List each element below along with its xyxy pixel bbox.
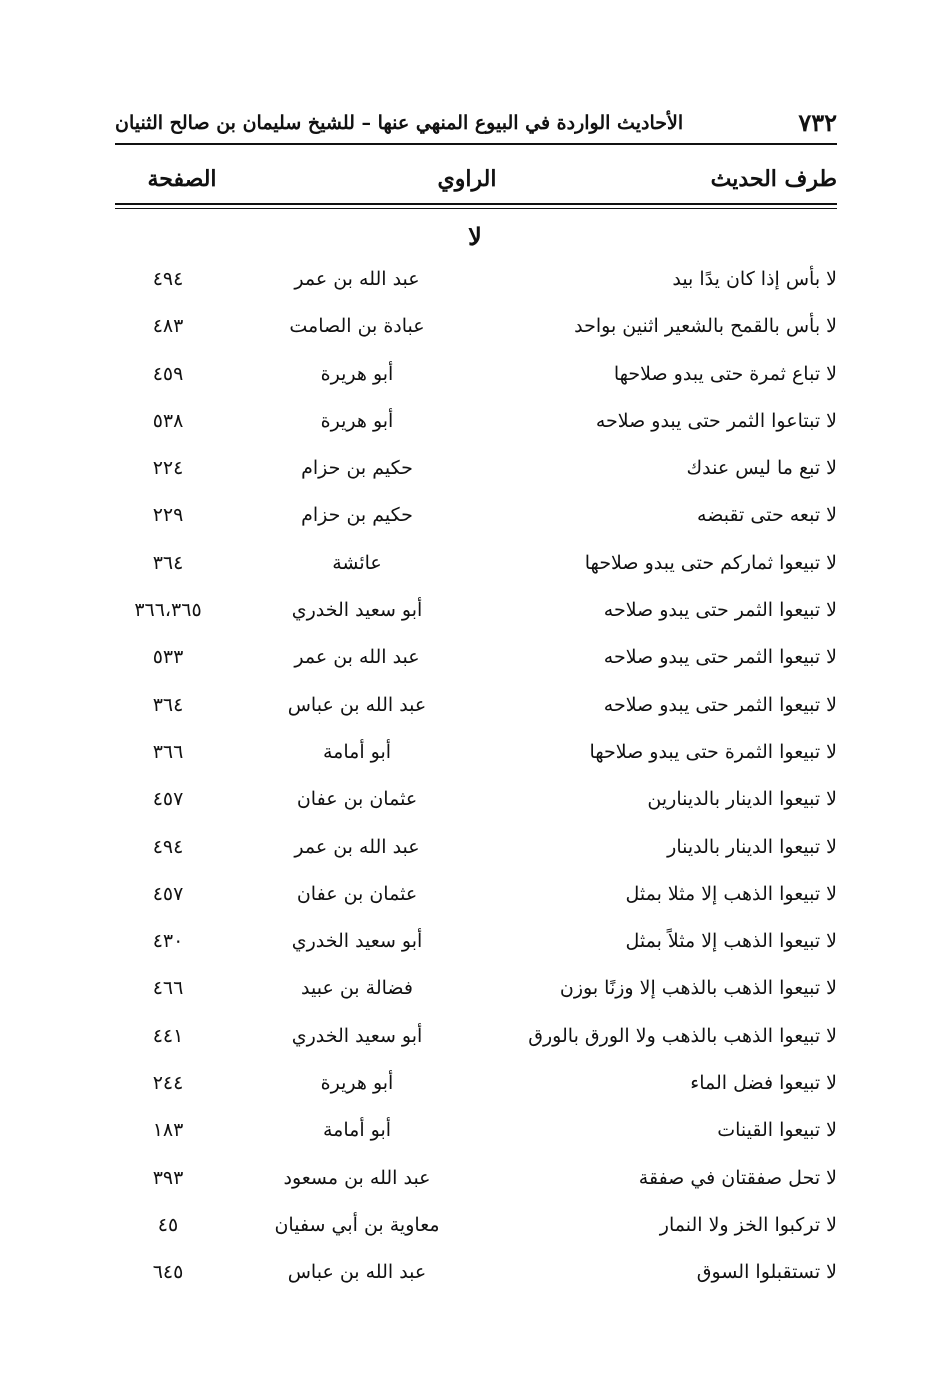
hadith-text: لا تبيعوا الثمر حتى يبدو صلاحه <box>603 599 837 622</box>
hadith-text: لا تركبوا الخز ولا النمار <box>659 1213 837 1236</box>
hadith-text: لا تبيعوا الدينار بالدينارين <box>647 788 837 811</box>
hadith-text: لا تبيعوا الذهب بالذهب إلا وزنًا بوزن <box>559 977 837 1000</box>
hadith-text: لا تبيعوا الذهب إلا مثلا بمثل <box>625 882 837 905</box>
table-row <box>115 688 837 735</box>
table-row <box>115 1113 837 1160</box>
page-reference: ٥٣٣ <box>152 646 184 669</box>
page-reference: ٤٥٩ <box>152 362 184 385</box>
page-reference: ١٨٣ <box>152 1119 184 1142</box>
narrator-name: أبو سعيد الخدري <box>291 1024 423 1047</box>
page-reference: ٣٦٤ <box>152 693 184 716</box>
page-reference: ٢٢٤ <box>152 457 184 480</box>
page-reference: ٣٦٦،٣٦٥ <box>134 599 202 622</box>
hadith-text: لا بأس إذا كان يدًا بيد <box>672 268 837 290</box>
narrator-name: معاوية بن أبي سفيان <box>274 1213 440 1236</box>
section-letter: لا <box>468 222 482 251</box>
page-reference: ٢٤٤ <box>152 1072 184 1095</box>
table-row <box>115 309 837 356</box>
header-rule <box>115 143 837 145</box>
narrator-name: عثمان بن عفان <box>296 882 418 905</box>
table-row <box>115 262 837 309</box>
hadith-text: لا تبيعوا فضل الماء <box>690 1072 837 1095</box>
page-reference: ٤٨٣ <box>152 315 184 338</box>
hadith-text: لا تبعه حتى تقبضه <box>697 504 837 527</box>
page-reference: ٦٤٥ <box>152 1261 184 1284</box>
page-reference: ٤٥ <box>157 1213 179 1236</box>
table-row <box>115 1066 837 1113</box>
narrator-name: عائشة <box>332 551 382 574</box>
narrator-name: حكيم بن حزام <box>301 457 413 480</box>
table-row <box>115 924 837 971</box>
table-row <box>115 1019 837 1066</box>
narrator-name: أبو أمامة <box>322 1119 392 1142</box>
hadith-text: لا تستقبلوا السوق <box>696 1261 837 1284</box>
hadith-text: لا تبيعوا الثمر حتى يبدو صلاحه <box>603 646 837 669</box>
column-heading-hadith: طرف الحديث <box>710 166 837 192</box>
heading-rule-thin <box>115 208 837 209</box>
table-row <box>115 877 837 924</box>
hadith-text: لا تحل صفقتان في صفقة <box>638 1166 837 1189</box>
table-row <box>115 498 837 545</box>
narrator-name: أبو هريرة <box>320 362 394 385</box>
running-header <box>115 108 837 148</box>
page-reference: ٣٩٣ <box>152 1166 184 1189</box>
hadith-text: لا تبيعوا الدينار بالدينار <box>667 835 837 858</box>
page-reference: ٤٤١ <box>152 1024 184 1047</box>
page-reference: ٤٩٤ <box>152 268 184 290</box>
table-row <box>115 1161 837 1208</box>
page-reference: ٤٣٠ <box>152 930 184 953</box>
table-row <box>115 1208 837 1255</box>
table-row <box>115 451 837 498</box>
narrator-name: أبو هريرة <box>320 1072 394 1095</box>
hadith-text: لا تبيعوا الذهب إلا مثلاً بمثل <box>625 930 837 953</box>
narrator-name: عبد الله بن عباس <box>287 1261 427 1284</box>
table-row <box>115 1255 837 1302</box>
table-row <box>115 782 837 829</box>
hadith-text: لا تبيعوا الذهب بالذهب ولا الورق بالورق <box>528 1024 837 1047</box>
narrator-name: عبادة بن الصامت <box>289 315 425 338</box>
heading-rule-thick <box>115 203 837 205</box>
page-reference: ٤٥٧ <box>152 882 184 905</box>
page-number: ٧٣٢ <box>798 108 837 137</box>
hadith-text: لا تباع ثمرة حتى يبدو صلاحها <box>613 362 837 385</box>
hadith-text: لا تبع ما ليس عندك <box>686 457 837 480</box>
column-headings <box>115 166 837 202</box>
hadith-text: لا تبيعوا الثمر حتى يبدو صلاحه <box>603 693 837 716</box>
hadith-text: لا تبيعوا الثمرة حتى يبدو صلاحها <box>589 740 837 763</box>
narrator-name: عبد الله بن عمر <box>294 835 420 858</box>
table-row <box>115 357 837 404</box>
narrator-name: أبو سعيد الخدري <box>291 930 423 953</box>
page-reference: ٤٩٤ <box>152 835 184 858</box>
narrator-name: عثمان بن عفان <box>296 788 418 811</box>
table-row <box>115 735 837 782</box>
narrator-name: حكيم بن حزام <box>301 504 413 527</box>
narrator-name: عبد الله بن عمر <box>294 268 420 290</box>
book-title: الأحاديث الواردة في البيوع المنهي عنها – للشيخ سليمان بن صالح الثنيان <box>115 112 684 134</box>
table-row <box>115 404 837 451</box>
table-row <box>115 640 837 687</box>
page-reference: ٣٦٤ <box>152 551 184 574</box>
narrator-name: فضالة بن عبيد <box>301 977 413 1000</box>
table-row <box>115 971 837 1018</box>
narrator-name: أبو سعيد الخدري <box>291 599 423 622</box>
narrator-name: عبد الله بن مسعود <box>283 1166 431 1189</box>
index-table <box>115 262 837 1303</box>
narrator-name: أبو أمامة <box>322 740 392 763</box>
table-row <box>115 546 837 593</box>
hadith-text: لا تبتاعوا الثمر حتى يبدو صلاحه <box>595 409 837 432</box>
narrator-name: عبد الله بن عباس <box>287 693 427 716</box>
narrator-name: أبو هريرة <box>320 409 394 432</box>
column-heading-narrator: الراوي <box>437 166 497 192</box>
page-reference: ٢٢٩ <box>152 504 184 527</box>
hadith-text: لا تبيعوا ثماركم حتى يبدو صلاحها <box>584 551 837 574</box>
page-reference: ٤٥٧ <box>152 788 184 811</box>
table-row <box>115 830 837 877</box>
column-heading-page: الصفحة <box>147 166 217 192</box>
table-row <box>115 593 837 640</box>
page-reference: ٥٣٨ <box>152 409 184 432</box>
hadith-text: لا بأس بالقمح بالشعير اثنين بواحد <box>574 315 837 338</box>
page-reference: ٤٦٦ <box>152 977 184 1000</box>
narrator-name: عبد الله بن عمر <box>294 646 420 669</box>
page-reference: ٣٦٦ <box>152 740 184 763</box>
hadith-text: لا تبيعوا القينات <box>717 1119 837 1142</box>
